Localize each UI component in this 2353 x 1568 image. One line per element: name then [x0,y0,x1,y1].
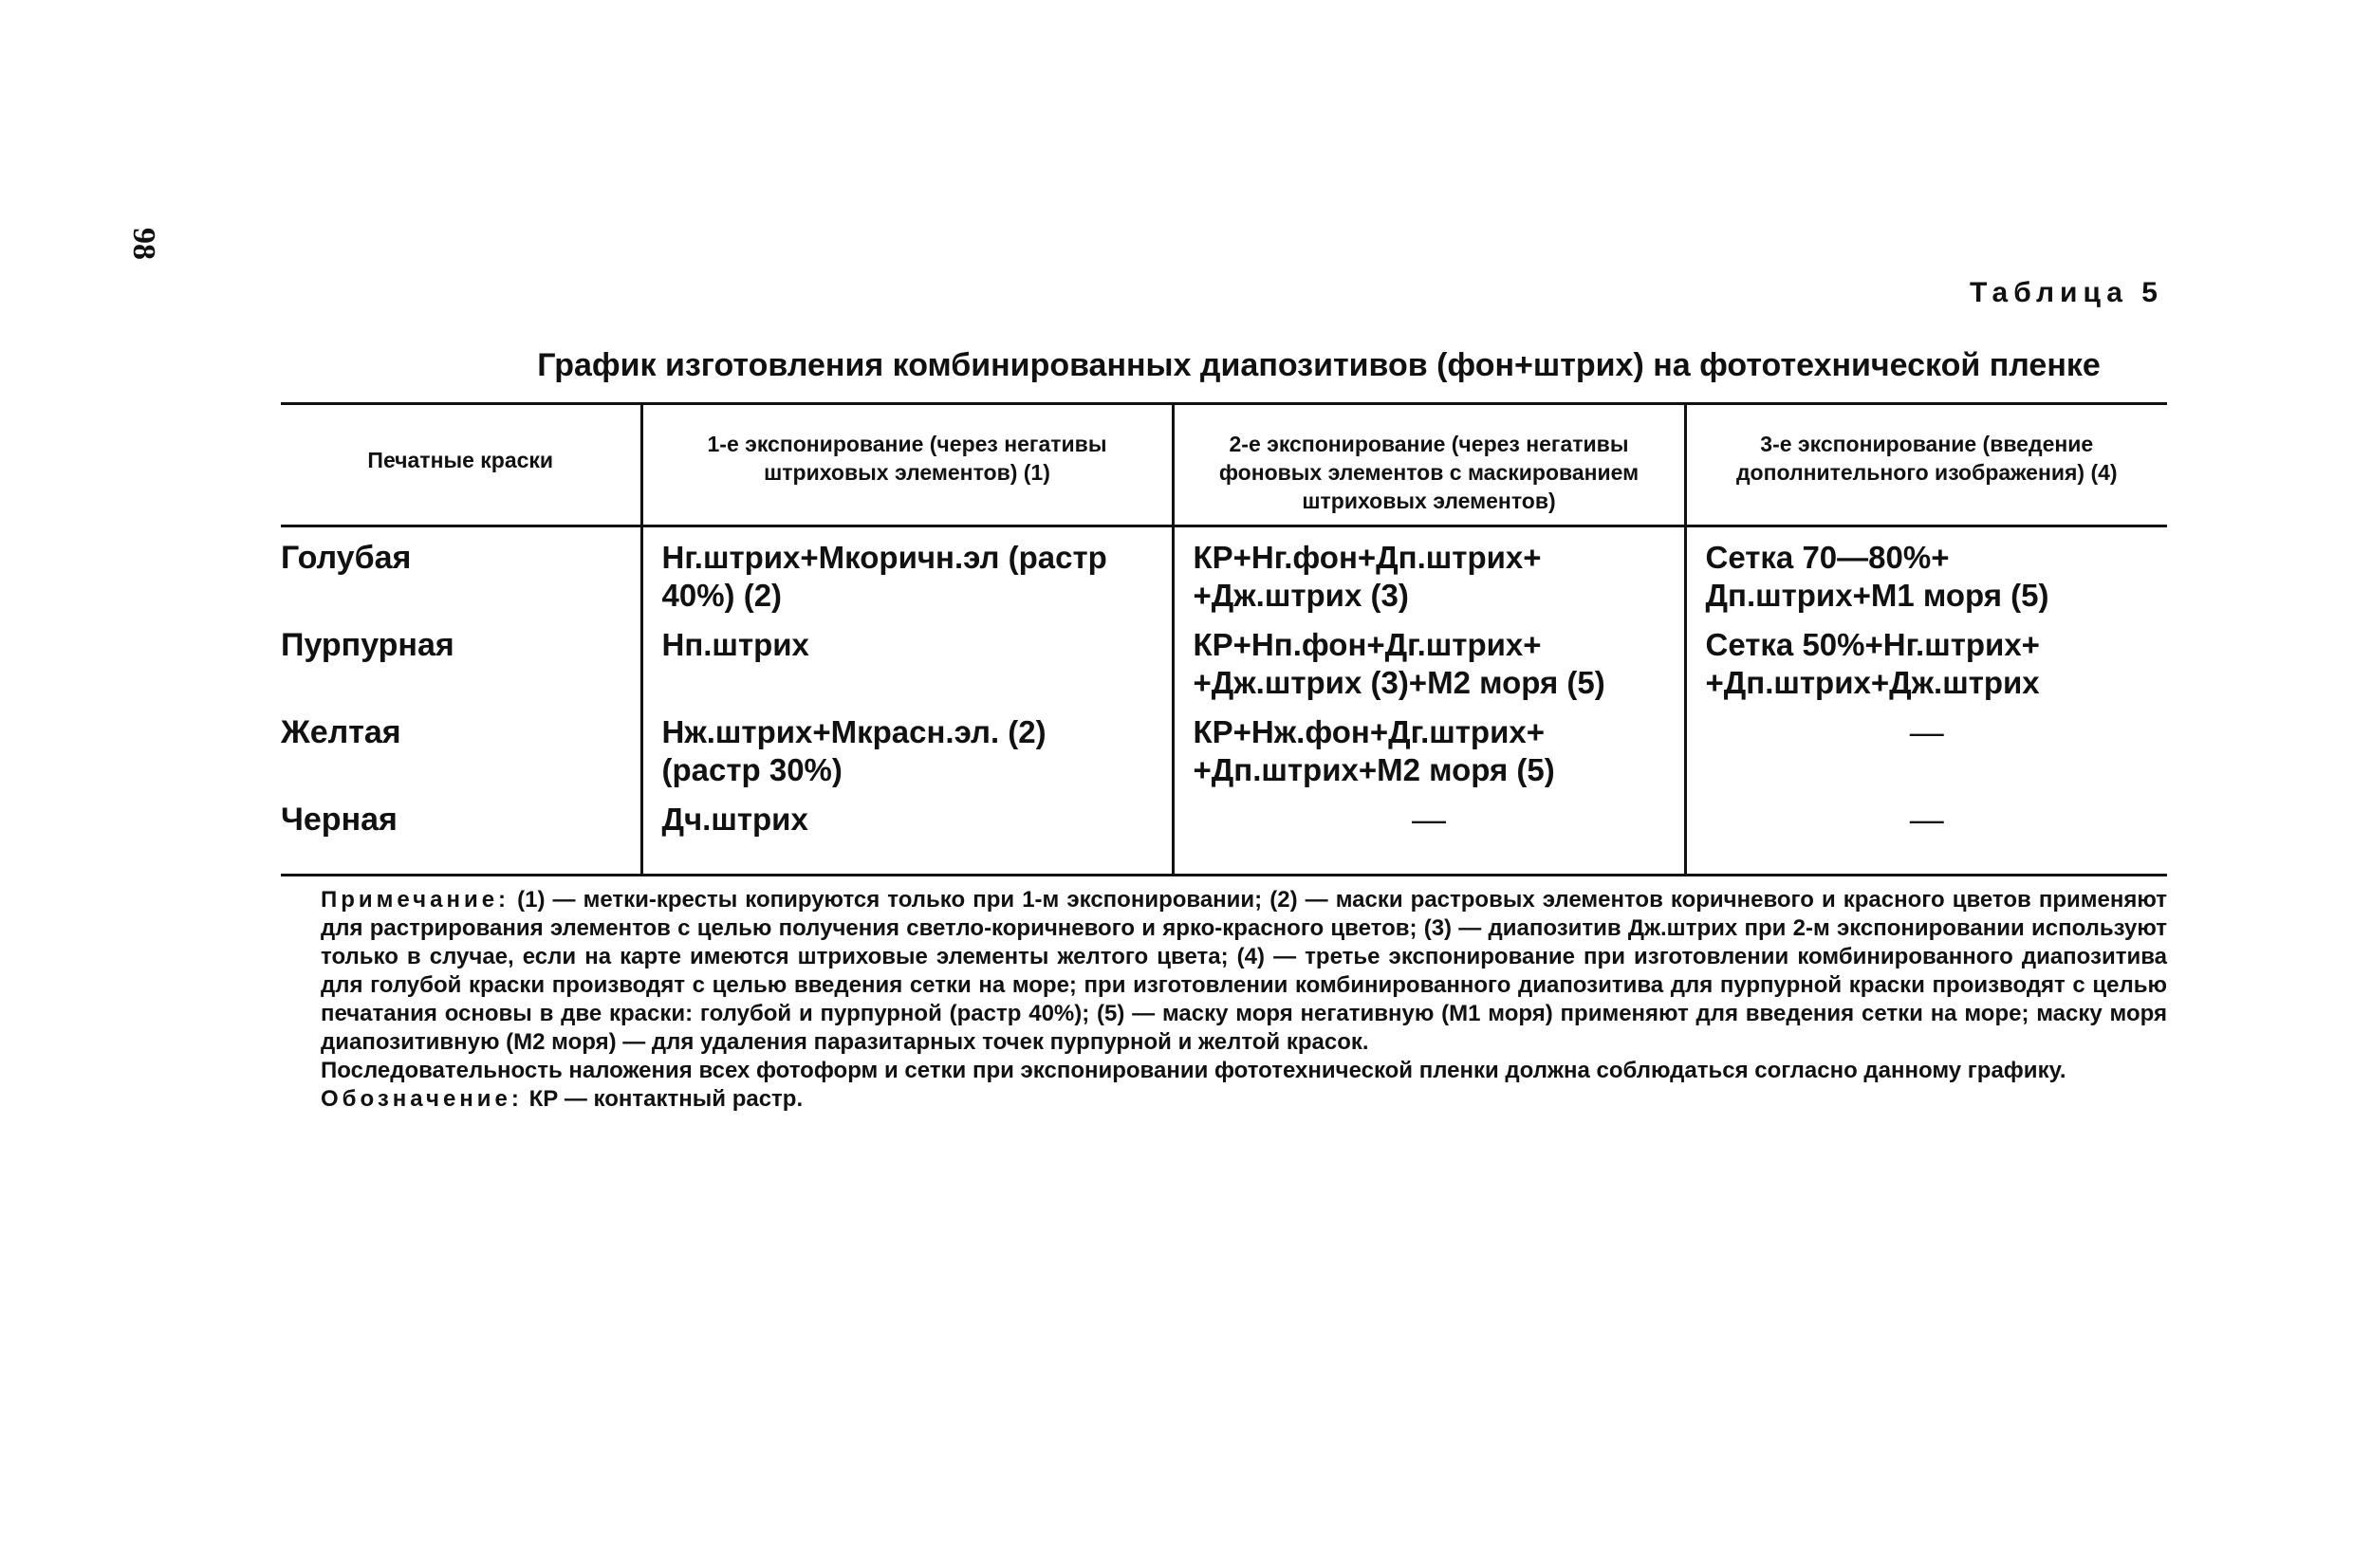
designation-label: Обозначение: [321,1086,523,1112]
row-exposure-2: КР+Нж.фон+Дг.штрих+ +Дп.штрих+М2 моря (5) [1173,706,1685,793]
table-notes [321,886,2167,1114]
table-row [281,706,2167,793]
row-color-name: Черная [281,802,398,838]
row-exposure-1: Нг.штрих+Мкоричн.эл (растр 40%) (2) [641,526,1173,619]
table-row [281,793,2167,875]
header-ink-colors: Печатные краски [367,448,554,472]
designation-paragraph [321,1085,2167,1114]
row-color-name: Пурпурная [281,627,454,663]
row-color-name: Голубая [281,540,412,576]
row-exposure-2: КР+Нп.фон+Дг.штрих+ +Дж.штрих (3)+М2 моря (5) [1173,618,1685,706]
table-header-row [281,404,2167,526]
header-exposure-2: 2-е экспонирование (через негативы фоновых элементов с маскированием штриховых элементов) [1173,404,1685,526]
table-row [281,618,2167,706]
row-exposure-3: — [1685,706,2167,793]
header-exposure-1: 1-е экспонирование (через негативы штриховых элементов) (1) [641,404,1173,526]
row-exposure-3: Сетка 70—80%+ Дп.штрих+М1 моря (5) [1685,526,2167,619]
sequence-paragraph: Последовательность наложения всех фотоформ и сетки при экспонировании фототехнической пленки должна соблюдаться согласно данному графику. [321,1058,2066,1083]
row-exposure-2: — [1173,793,1685,875]
note-text: (1) — метки-кресты копируются только при 1-м экспонировании; (2) — маски растровых элементов коричневого и красного цветов применяют для растрирования элементов с целью получения светло-коричневого и ярко-красного цветов; (3) — диапозитив Дж.штрих при 2-м экспонировании используют только в случае, если на карте имеются штриховые элементы желтого цвета; (4) — третье экспонирование при изготовлении комбинированного диапозитива для голубой краски производят с целью введения сетки на море; при изготовлении комбинированного диапозитива для пурпурной краски производят с целью печатания основы в две краски: голубой и пурпурной (растр 40%); (5) — маску моря негативную (М1 моря) применяют для введения сетки на море; маску моря диапозитивную (М2 моря) — для удаления паразитарных точек пурпурной и желтой красок. [321,887,2167,1055]
row-exposure-3: — [1685,793,2167,875]
row-color-name: Желтая [281,714,401,750]
row-exposure-3: Сетка 50%+Нг.штрих+ +Дп.штрих+Дж.штрих [1685,618,2167,706]
note-paragraph [321,886,2167,1057]
header-exposure-3: 3-е экспонирование (введение дополнительного изображения) (4) [1685,404,2167,526]
page-number: 98 [126,228,161,260]
table-label: Таблица 5 [1969,277,2163,308]
note-label: Примечание: [321,887,510,913]
row-exposure-1: Дч.штрих [641,793,1173,875]
schedule-table [281,402,2167,876]
row-exposure-1: Нп.штрих [641,618,1173,706]
table-row [281,526,2167,619]
row-exposure-1: Нж.штрих+Мкрасн.эл. (2) (растр 30%) [641,706,1173,793]
table-title: График изготовления комбинированных диапозитивов (фон+штрих) на фототехнической пленке [537,347,2101,383]
designation-text: КР — контактный растр. [528,1086,804,1112]
row-exposure-2: КР+Нг.фон+Дп.штрих+ +Дж.штрих (3) [1173,526,1685,619]
